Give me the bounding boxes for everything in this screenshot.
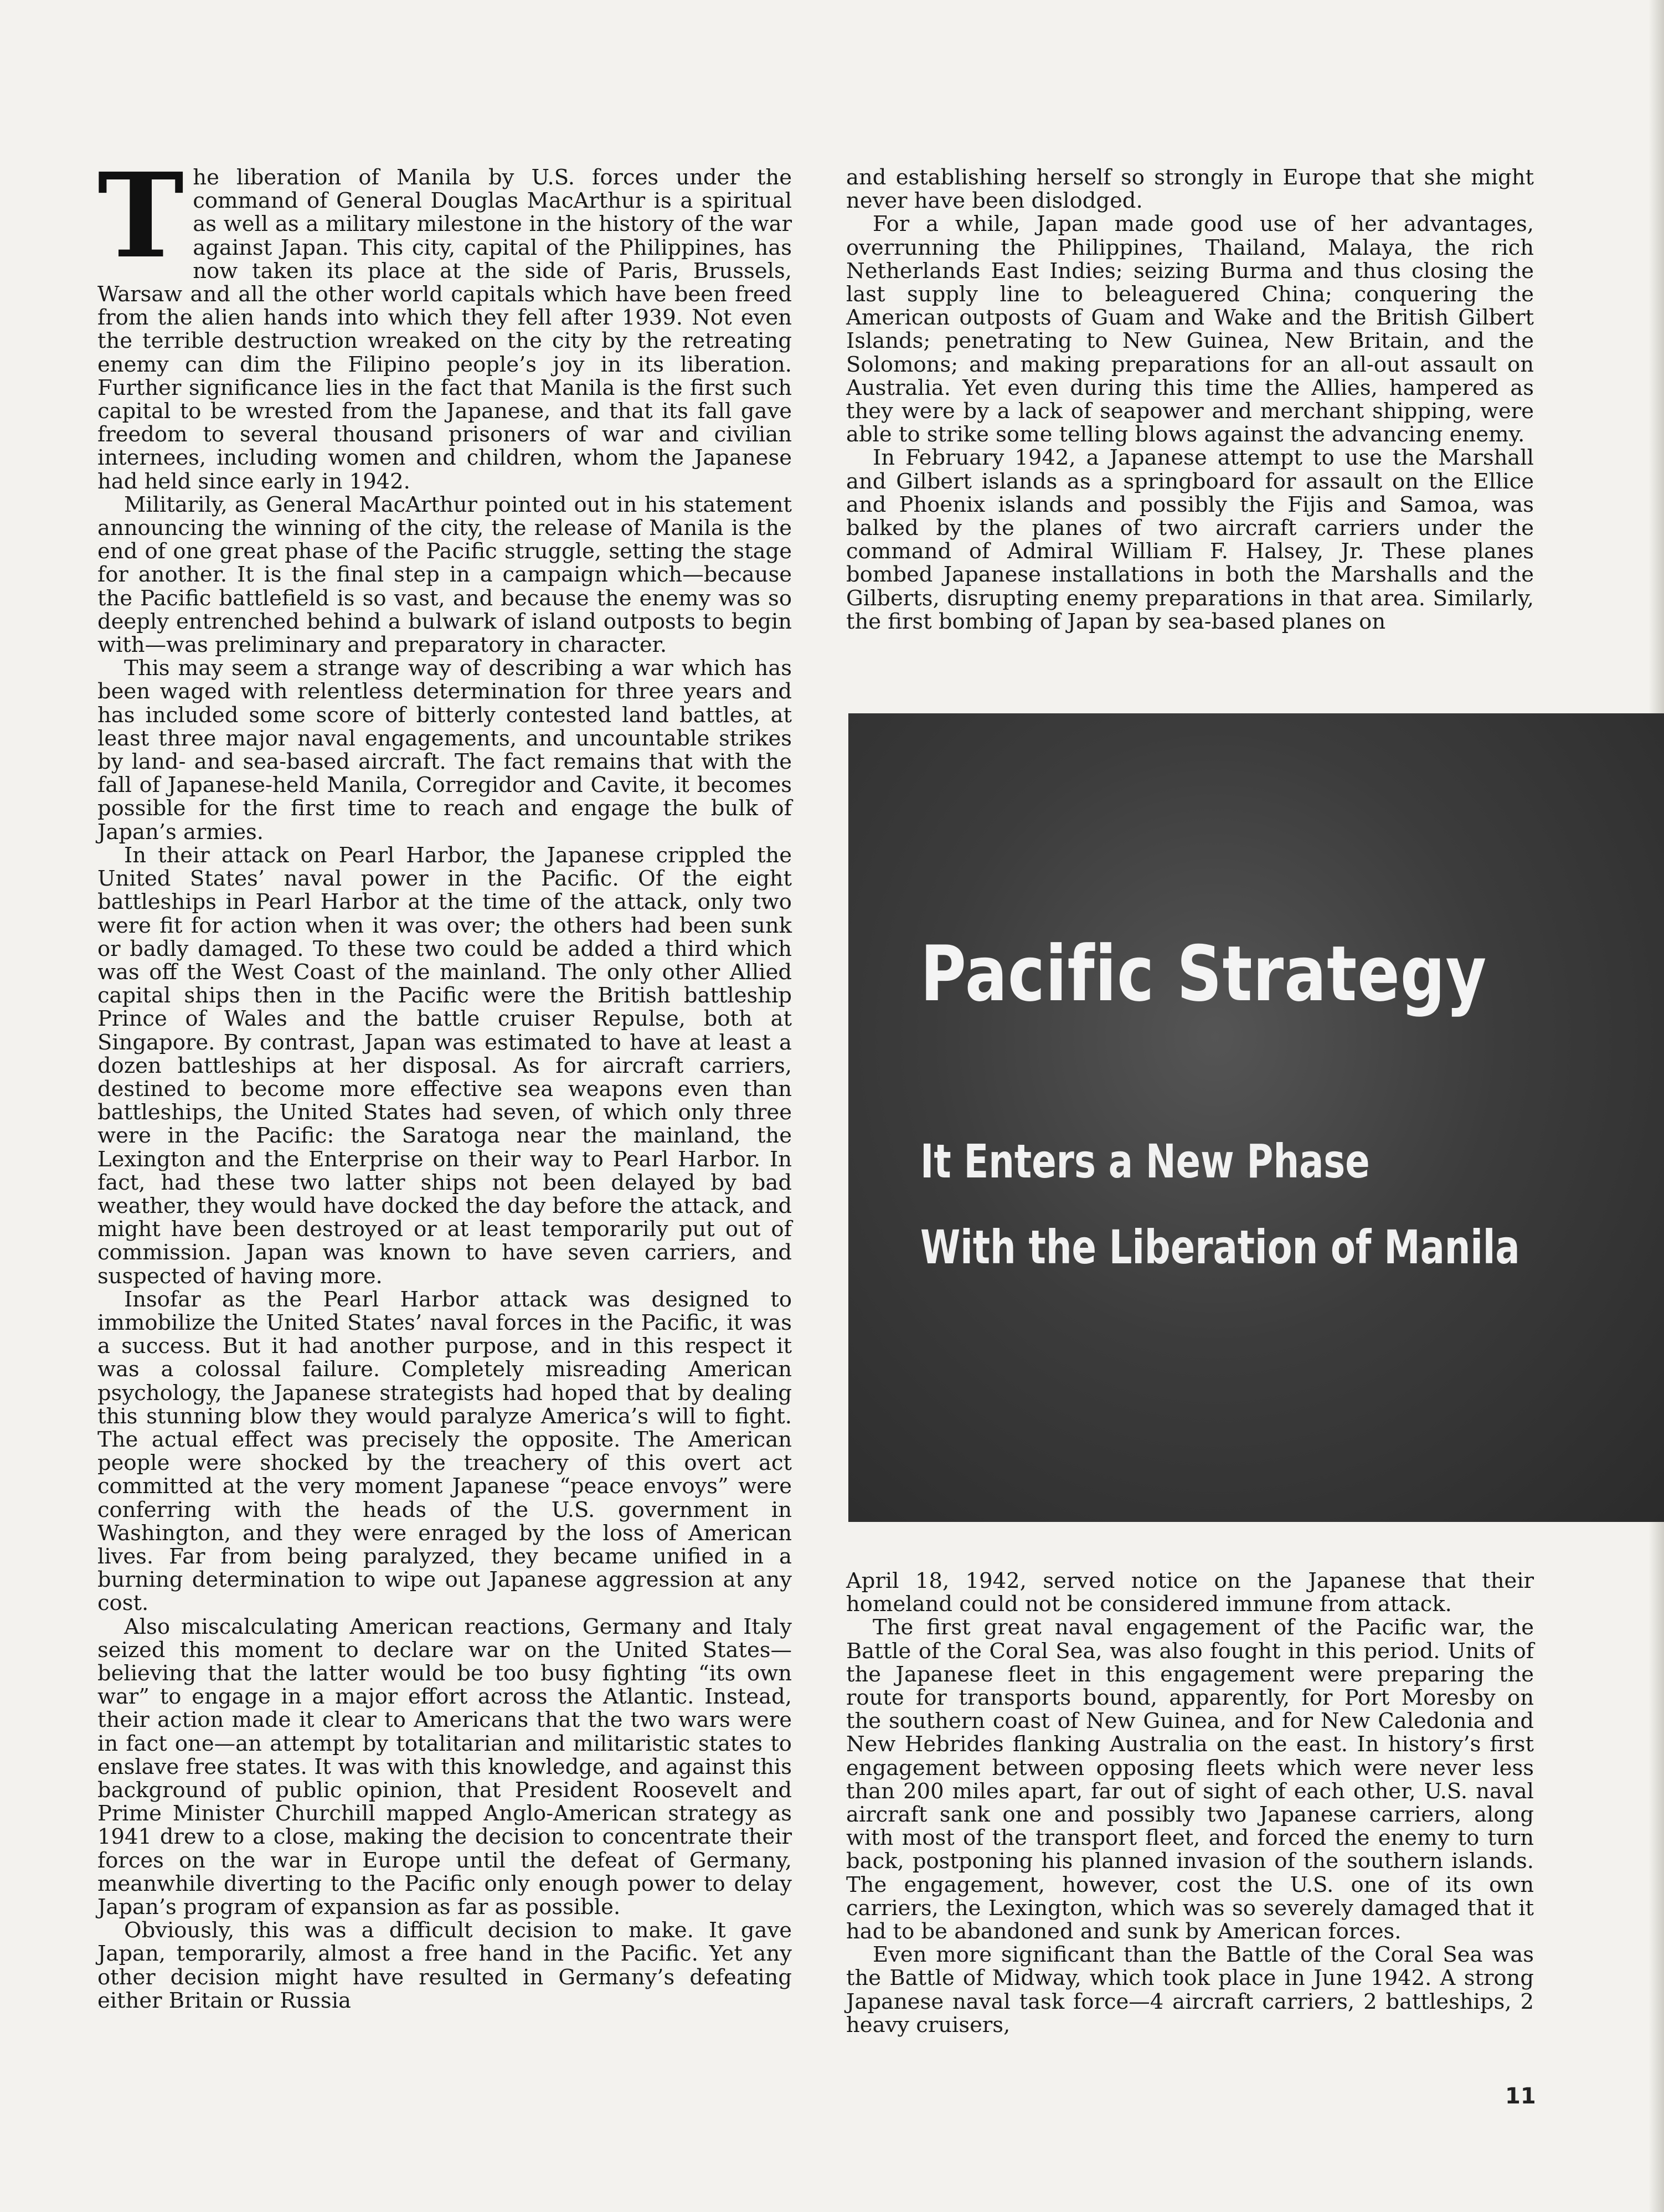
article-title: Pacific Strategy	[920, 929, 1487, 1018]
article-subtitle-line-1: It Enters a New Phase	[920, 1134, 1370, 1189]
article-paragraph-9: For a while, Japan made good use of her advantages, overrunning the Philippines, Thailand, Malaya, the rich Netherlands East Indies; seizing Burma and thus closing the last supply line to beleaguered China; conquering the American outposts of Guam and Wake and the British Gilbert Islands; penetrating to New Guinea, New Britain, and the Solomons; and making preparations for an all-out assault on Australia. Yet even during this time the Allies, hampered as they were by a lack of seapower and merchant shipping, were able to strike some telling blows against the advancing enemy.	[846, 212, 1534, 447]
article-paragraph-6: Also miscalculating American reactions, Germany and Italy seized this moment to declare war on the United States—believing that the latter would be too busy fighting “its own war” to engage in a major effort across the Atlantic. Instead, their action made it clear to Americans that the two wars were in fact one—an attempt by totalitarian and militaristic states to enslave free states. It was with this knowledge, and against this background of public opinion, that President Roosevelt and Prime Minister Churchill mapped Anglo-American strategy as 1941 drew to a close, making the decision to concentrate their forces on the war in Europe until the defeat of Germany, meanwhile diverting to the Pacific only enough power to delay Japan’s program of expansion as far as possible.	[97, 1614, 792, 1920]
article-paragraph-3: This may seem a strange way of describing a war which has been waged with relentless determination for three years and has included some score of bitterly contested land battles, at least three major naval engagements, and uncountable strikes by land- and sea-based aircraft. The fact remains that with the fall of Japanese-held Manila, Corregidor and Cavite, it becomes possible for the first time to reach and engage the bulk of Japan’s armies.	[97, 656, 792, 845]
right-column-top	[846, 166, 1534, 634]
article-paragraph-7: Obviously, this was a difficult decision to make. It gave Japan, temporarily, almost a free hand in the Pacific. Yet any other decision might have resulted in Germany’s defeating either Britain or Russia	[97, 1918, 792, 2013]
article-subtitle-line-2: With the Liberation of Manila	[920, 1220, 1520, 1274]
article-paragraph-1: The liberation of Manila by U.S. forces under the command of General Douglas MacArthur is a spiritual as well as a military milestone in the history of the war against Japan. This city, capital of the Philippines, has now taken its place at the side of Paris, Brussels, Warsaw and all the other world capitals which have been freed from the alien hands into which they fell after 1939. Not even the terrible destruction wreaked on the city by the retreating enemy can dim the Filipino people’s joy in its liberation. Further significance lies in the fact that Manila is the first such capital to be wrested from the Japanese, and that its fall gave freedom to several thousand prisoners of war and civilian internees, including women and children, whom the Japanese had held since early in 1942.	[97, 147, 792, 494]
page-number: 11	[1505, 2084, 1536, 2109]
title-panel	[848, 713, 1664, 1522]
right-column-bottom	[846, 1570, 1534, 2037]
article-paragraph-4: In their attack on Pearl Harbor, the Japanese crippled the United States’ naval power in the Pacific. Of the eight battleships in Pearl Harbor at the time of the attack, only two were fit for action when it was over; the others had been sunk or badly damaged. To these two could be added a third which was off the West Coast of the mainland. The only other Allied capital ships then in the Pacific were the British battleship Prince of Wales and the battle cruiser Repulse, both at Singapore. By contrast, Japan was estimated to have at least a dozen battleships at her disposal. As for aircraft carriers, destined to become more effective sea weapons even than battleships, the United States had seven, of which only three were in the Pacific: the Saratoga near the mainland, the Lexington and the Enterprise on their way to Pearl Harbor. In fact, had these two latter ships not been delayed by bad weather, they would have docked the day before the attack, and might have been destroyed or at least temporarily put out of commission. Japan was known to have seven carriers, and suspected of having more.	[97, 842, 792, 1289]
article-paragraph-2: Militarily, as General MacArthur pointed out in his statement announcing the winning of the city, the release of Manila is the end of one great phase of the Pacific struggle, setting the stage for another. It is the final step in a campaign which—because the Pacific battlefield is so vast, and because the enemy was so deeply entrenched behind a bulwark of island outposts to begin with—was preliminary and preparatory in character.	[97, 492, 792, 658]
article-paragraph-8: and establishing herself so strongly in Europe that she might never have been dislodged.	[846, 165, 1534, 214]
left-column	[97, 147, 792, 2013]
drop-cap-letter: T	[97, 147, 184, 284]
article-paragraph-5: Insofar as the Pearl Harbor attack was designed to immobilize the United States’ naval forces in the Pacific, it was a success. But it had another purpose, and in this respect it was a colossal failure. Completely misreading American psychology, the Japanese strategists had hoped that by dealing this stunning blow they would paralyze America’s will to fight. The actual effect was precisely the opposite. The American people were shocked by the treachery of this overt act committed at the very moment Japanese “peace envoys” were conferring with the heads of the U.S. government in Washington, and they were enraged by the loss of American lives. Far from being paralyzed, they became unified in a burning determination to wipe out Japanese aggression at any cost.	[97, 1287, 792, 1616]
article-paragraph-12: The first great naval engagement of the Pacific war, the Battle of the Coral Sea, was also fought in this period. Units of the Japanese fleet in this engagement were preparing the route for transports bound, apparently, for Port Moresby on the southern coast of New Guinea, and for New Caledonia and New Hebrides flanking Australia on the east. In history’s first engagement between opposing fleets which were never less than 200 miles apart, far out of sight of each other, U.S. naval aircraft sank one and possibly two Japanese carriers, along with most of the transport fleet, and forced the enemy to turn back, postponing his planned invasion of the southern islands. The engagement, however, cost the U.S. one of its own carriers, the Lexington, which was so severely damaged that it had to be abandoned and sunk by American forces.	[846, 1615, 1534, 1944]
article-paragraph-11: April 18, 1942, served notice on the Japanese that their homeland could not be considered immune from attack.	[846, 1568, 1534, 1617]
article-paragraph-10: In February 1942, a Japanese attempt to use the Marshall and Gilbert islands as a springboard for assault on the Ellice and Phoenix islands and possibly the Fijis and Samoa, was balked by the planes of two aircraft carriers under the command of Admiral William F. Halsey, Jr. These planes bombed Japanese installations in both the Marshalls and the Gilberts, disrupting enemy preparations in that area. Similarly, the first bombing of Japan by sea-based planes on	[846, 445, 1534, 634]
article-paragraph-13: Even more significant than the Battle of the Coral Sea was the Battle of Midway, which took place in June 1942. A strong Japanese naval task force—4 aircraft carriers, 2 battleships, 2 heavy cruisers,	[846, 1942, 1534, 2038]
